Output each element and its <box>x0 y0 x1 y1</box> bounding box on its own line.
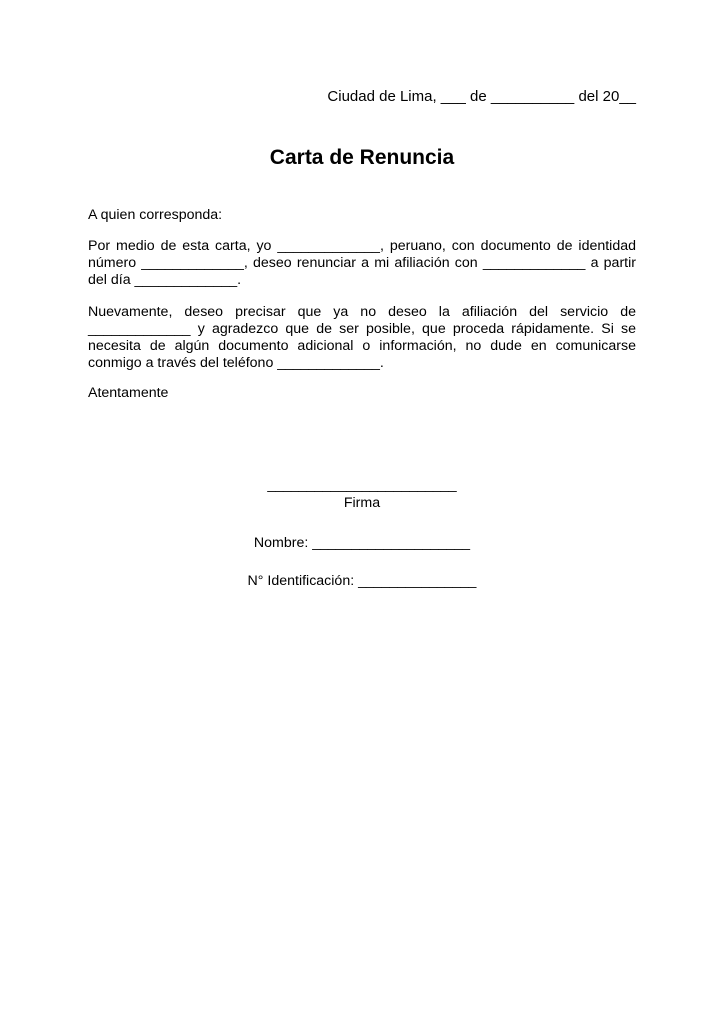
greeting: A quien corresponda: <box>88 207 223 223</box>
page-title: Carta de Renuncia <box>269 146 455 169</box>
paragraph-2: Nuevamente, deseo precisar que ya no deseo la afiliación del servicio de _____________ y agradezco que de ser posible, que proceda rápidamente. Si se necesita de algún documento adicional o información, no dude en comunicarse conmigo a través del teléfono _____________. <box>88 304 640 371</box>
dateline: Ciudad de Lima, ___ de __________ del 20__ <box>327 88 636 105</box>
closing: Atentamente <box>88 385 169 401</box>
paragraph-1: Por medio de esta carta, yo _____________, peruano, con documento de identidad número _____________, deseo renunciar a mi afiliación con _____________ a partir del día _____________. <box>88 238 640 288</box>
signature-label: Firma <box>343 495 381 511</box>
signature-line: ________________________ <box>267 477 457 493</box>
id-field: N° Identificación: _______________ <box>247 573 477 589</box>
name-field: Nombre: ____________________ <box>253 535 471 551</box>
